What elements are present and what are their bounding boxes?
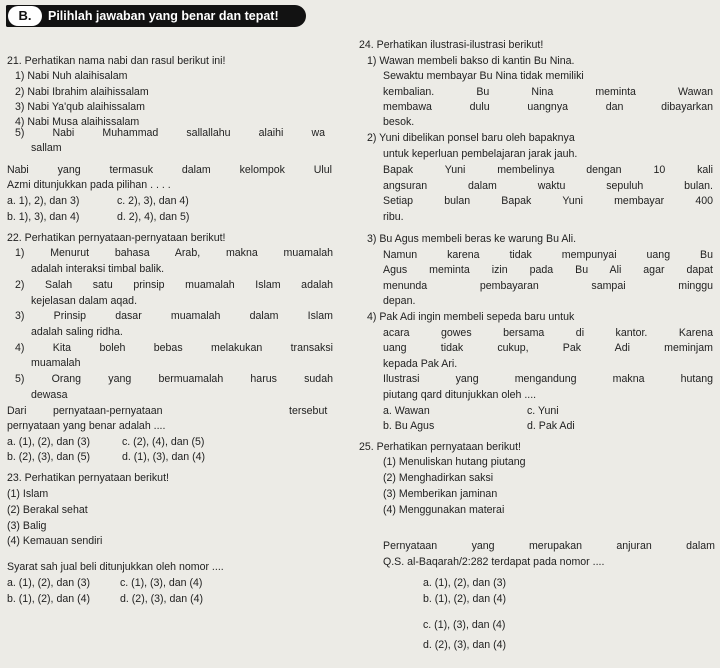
option-d[interactable]: d. (1), (3), dan (4) xyxy=(122,451,206,463)
list-item: sallam xyxy=(31,142,62,154)
option-a[interactable]: a. Wawan xyxy=(383,405,430,417)
list-item: menunda pembayaran sampai minggu xyxy=(383,280,713,292)
question-stem: 25. Perhatikan pernyataan berikut! xyxy=(359,441,521,453)
option-c[interactable]: c. (1), (3), dan (4) xyxy=(120,577,203,589)
list-item: 5) Nabi Muhammad sallallahu alaihi wa xyxy=(15,127,325,139)
option-a[interactable]: a. 1), 2), dan 3) xyxy=(7,195,80,207)
list-item: Agus meminta izin pada Bu Ali agar dapat xyxy=(383,264,713,276)
list-item: kembalian. Bu Nina meminta Wawan xyxy=(383,86,713,98)
section-badge: B. xyxy=(8,6,42,26)
question-text: Nabi yang termasuk dalam kelompok Ulul xyxy=(7,164,332,176)
list-item: adalah interaksi timbal balik. xyxy=(31,263,165,275)
list-item: 1) Wawan membeli bakso di kantin Bu Nina. xyxy=(367,55,575,67)
list-item: (3) Memberikan jaminan xyxy=(383,488,498,500)
option-d[interactable]: d. Pak Adi xyxy=(527,420,575,432)
option-a[interactable]: a. (1), (2), dan (3) xyxy=(7,436,91,448)
list-item: uang tidak cukup, Pak Adi meminjam xyxy=(383,342,713,354)
option-b[interactable]: b. Bu Agus xyxy=(383,420,435,432)
option-a[interactable]: a. (1), (2), dan (3) xyxy=(423,577,507,589)
list-item: angsuran dalam waktu sepuluh bulan. xyxy=(383,180,713,192)
question-text: pernyataan yang benar adalah .... xyxy=(7,420,166,432)
option-b[interactable]: b. 1), 3), dan 4) xyxy=(7,211,80,223)
list-item: untuk keperluan pembelajaran jarak jauh. xyxy=(383,148,578,160)
question-text: tersebut xyxy=(289,405,328,417)
list-item: (4) Kemauan sendiri xyxy=(7,535,103,547)
list-item: (4) Menggunakan materai xyxy=(383,504,505,516)
question-text: Dari xyxy=(7,405,27,417)
section-title: Pilihlah jawaban yang benar dan tepat! xyxy=(48,9,279,23)
question-text: Azmi ditunjukkan pada pilihan . . . . xyxy=(7,179,171,191)
list-item: kejelasan dalam aqad. xyxy=(31,295,138,307)
section-header xyxy=(6,5,306,27)
question-text: Syarat sah jual beli ditunjukkan oleh nomor .... xyxy=(7,561,224,573)
list-item: 1) Menurut bahasa Arab, makna muamalah xyxy=(15,247,333,259)
list-item: besok. xyxy=(383,116,415,128)
list-item: 3) Nabi Ya'qub alaihissalam xyxy=(15,101,146,113)
question-stem: 23. Perhatikan pernyataan berikut! xyxy=(7,472,169,484)
question-text: piutang qard ditunjukkan oleh .... xyxy=(383,389,537,401)
option-b[interactable]: b. (2), (3), dan (5) xyxy=(7,451,91,463)
list-item: acara gowes bersama di kantor. Karena xyxy=(383,327,713,339)
option-b[interactable]: b. (1), (2), dan (4) xyxy=(423,593,507,605)
list-item: 2) Salah satu prinsip muamalah Islam adalah xyxy=(15,279,333,291)
list-item: 5) Orang yang bermuamalah harus sudah xyxy=(15,373,333,385)
option-b[interactable]: b. (1), (2), dan (4) xyxy=(7,593,91,605)
list-item: kepada Pak Ari. xyxy=(383,358,458,370)
list-item: (3) Balig xyxy=(7,520,47,532)
question-text: Ilustrasi yang mengandung makna hutang xyxy=(383,373,713,385)
list-item: (1) Islam xyxy=(7,488,49,500)
list-item: 2) Nabi Ibrahim alaihissalam xyxy=(15,86,149,98)
list-item: depan. xyxy=(383,295,416,307)
list-item: Sewaktu membayar Bu Nina tidak memiliki xyxy=(383,70,584,82)
list-item: Bapak Yuni membelinya dengan 10 kali xyxy=(383,164,713,176)
option-d[interactable]: d. 2), 4), dan 5) xyxy=(117,211,190,223)
list-item: (1) Menuliskan hutang piutang xyxy=(383,456,526,468)
option-c[interactable]: c. (1), (3), dan (4) xyxy=(423,619,506,631)
option-d[interactable]: d. (2), (3), dan (4) xyxy=(120,593,204,605)
list-item: ribu. xyxy=(383,211,404,223)
question-stem: 22. Perhatikan pernyataan-pernyataan berikut! xyxy=(7,232,226,244)
list-item: 3) Prinsip dasar muamalah dalam Islam xyxy=(15,310,333,322)
list-item: 4) Nabi Musa alaihissalam xyxy=(15,116,140,128)
list-item: 2) Yuni dibelikan ponsel baru oleh bapaknya xyxy=(367,132,575,144)
list-item: (2) Menghadirkan saksi xyxy=(383,472,494,484)
list-item: (2) Berakal sehat xyxy=(7,504,88,516)
list-item: dewasa xyxy=(31,389,68,401)
list-item: 4) Pak Adi ingin membeli sepeda baru untuk xyxy=(367,311,575,323)
list-item: muamalah xyxy=(31,357,81,369)
option-c[interactable]: c. 2), 3), dan 4) xyxy=(117,195,189,207)
option-a[interactable]: a. (1), (2), dan (3) xyxy=(7,577,91,589)
question-text: pernyataan-pernyataan xyxy=(53,405,163,417)
question-stem: 21. Perhatikan nama nabi dan rasul berikut ini! xyxy=(7,55,226,67)
question-stem: 24. Perhatikan ilustrasi-ilustrasi berikut! xyxy=(359,39,544,51)
list-item: membawa dulu uangnya dan dibayarkan xyxy=(383,101,713,113)
list-item: 1) Nabi Nuh alaihisalam xyxy=(15,70,128,82)
list-item: 3) Bu Agus membeli beras ke warung Bu Ali. xyxy=(367,233,577,245)
option-c[interactable]: c. Yuni xyxy=(527,405,559,417)
list-item: 4) Kita boleh bebas melakukan transaksi xyxy=(15,342,333,354)
list-item: Setiap bulan Bapak Yuni membayar 400 xyxy=(383,195,713,207)
list-item: adalah saling ridha. xyxy=(31,326,123,338)
list-item: Namun karena tidak mempunyai uang Bu xyxy=(383,249,713,261)
question-text: Pernyataan yang merupakan anjuran dalam xyxy=(383,540,715,552)
option-d[interactable]: d. (2), (3), dan (4) xyxy=(423,639,507,651)
option-c[interactable]: c. (2), (4), dan (5) xyxy=(122,436,205,448)
question-text: Q.S. al-Baqarah/2:282 terdapat pada nomor .... xyxy=(383,556,605,568)
